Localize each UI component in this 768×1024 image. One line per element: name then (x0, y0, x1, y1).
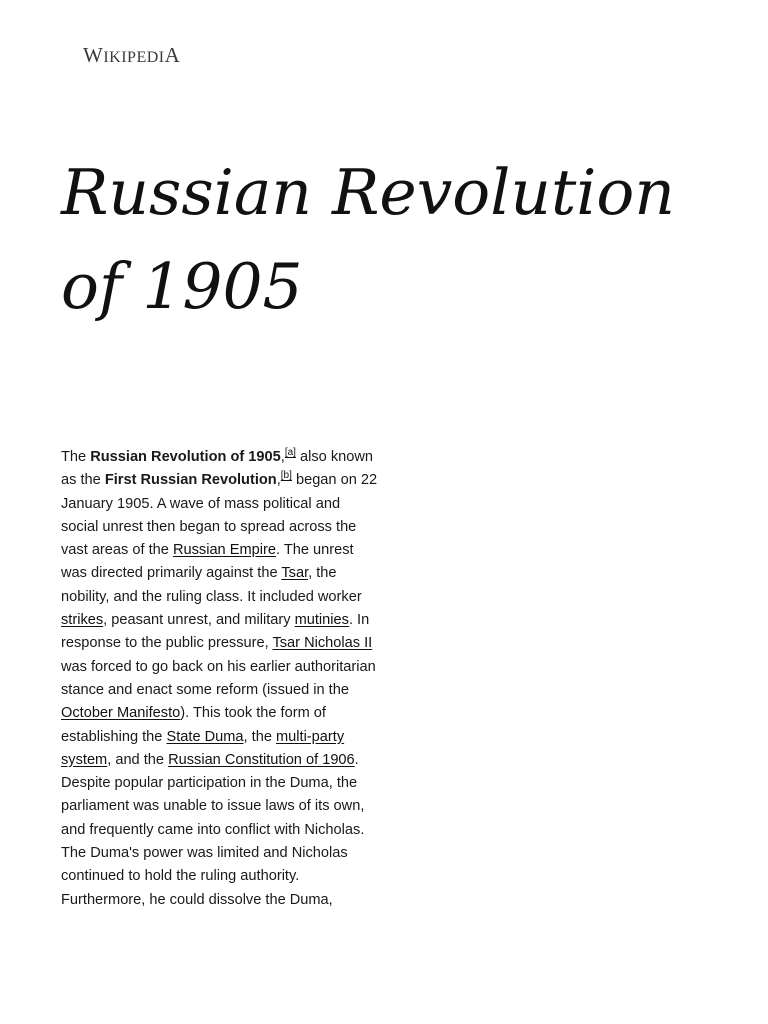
link-multi-party-system[interactable]: multi-party system (61, 728, 345, 768)
intro-text: began on 22 January 1905. A wave of mass political and social unrest then began to spread across the vast areas of the (61, 472, 378, 559)
intro-text: . The unrest was directed primarily against the (61, 542, 354, 582)
intro-text: , the (243, 728, 276, 745)
intro-text: , (280, 449, 285, 465)
intro-text: . In response to the public pressure, (61, 612, 370, 652)
link-mutinies[interactable]: mutinies (294, 612, 349, 629)
footnote-link-a[interactable]: [a] (284, 447, 296, 458)
link-russian-empire[interactable]: Russian Empire (172, 542, 276, 559)
intro-text: also known as the (61, 449, 374, 489)
link-october-manifesto[interactable]: October Manifesto (61, 705, 181, 722)
link-strikes[interactable]: strikes (61, 612, 104, 629)
intro-text: was forced to go back on his earlier authoritarian stance and enact some reform (issued in the (61, 658, 376, 698)
page-title-line-1: Russian Revolution (61, 156, 675, 229)
footnote-ref-b (281, 470, 292, 481)
logo-last-letter: A (164, 43, 181, 67)
page-title (61, 146, 721, 334)
intro-text: , and the (107, 751, 169, 768)
page-title-line-2: of 1905 (61, 250, 303, 323)
logo-first-letter: W (83, 43, 104, 67)
intro-text: . Despite popular participation in the Duma, the parliament was unable to issue laws of its own, and frequently came into conflict with Nicholas. The Duma's power was limited and Nicholas continued to hold the ruling authority. Furthermore, he could dissolve the Duma, (61, 751, 365, 908)
logo-middle-letters: IKIPEDI (103, 49, 165, 66)
wikipedia-logo[interactable] (83, 43, 180, 68)
intro-text: ). This took the form of establishing the (61, 705, 326, 745)
footnote-link-b[interactable]: [b] (280, 470, 292, 482)
link-state-duma[interactable]: State Duma (166, 728, 244, 745)
intro-text: , the nobility, and the ruling class. It included worker (61, 565, 362, 605)
footnote-ref-a (285, 447, 296, 458)
link-tsar[interactable]: Tsar (281, 565, 309, 582)
link-russian-constitution-1906[interactable]: Russian Constitution of 1906 (168, 751, 355, 768)
intro-text: , (276, 472, 281, 489)
link-tsar-nicholas-ii[interactable]: Tsar Nicholas II (272, 635, 373, 652)
article-subject-bold: Russian Revolution of 1905 (90, 449, 281, 465)
intro-text: , peasant unrest, and military (103, 612, 295, 629)
intro-text: The (61, 449, 91, 465)
article-intro-paragraph (61, 446, 379, 912)
alternate-name-bold: First Russian Revolution (104, 472, 277, 489)
